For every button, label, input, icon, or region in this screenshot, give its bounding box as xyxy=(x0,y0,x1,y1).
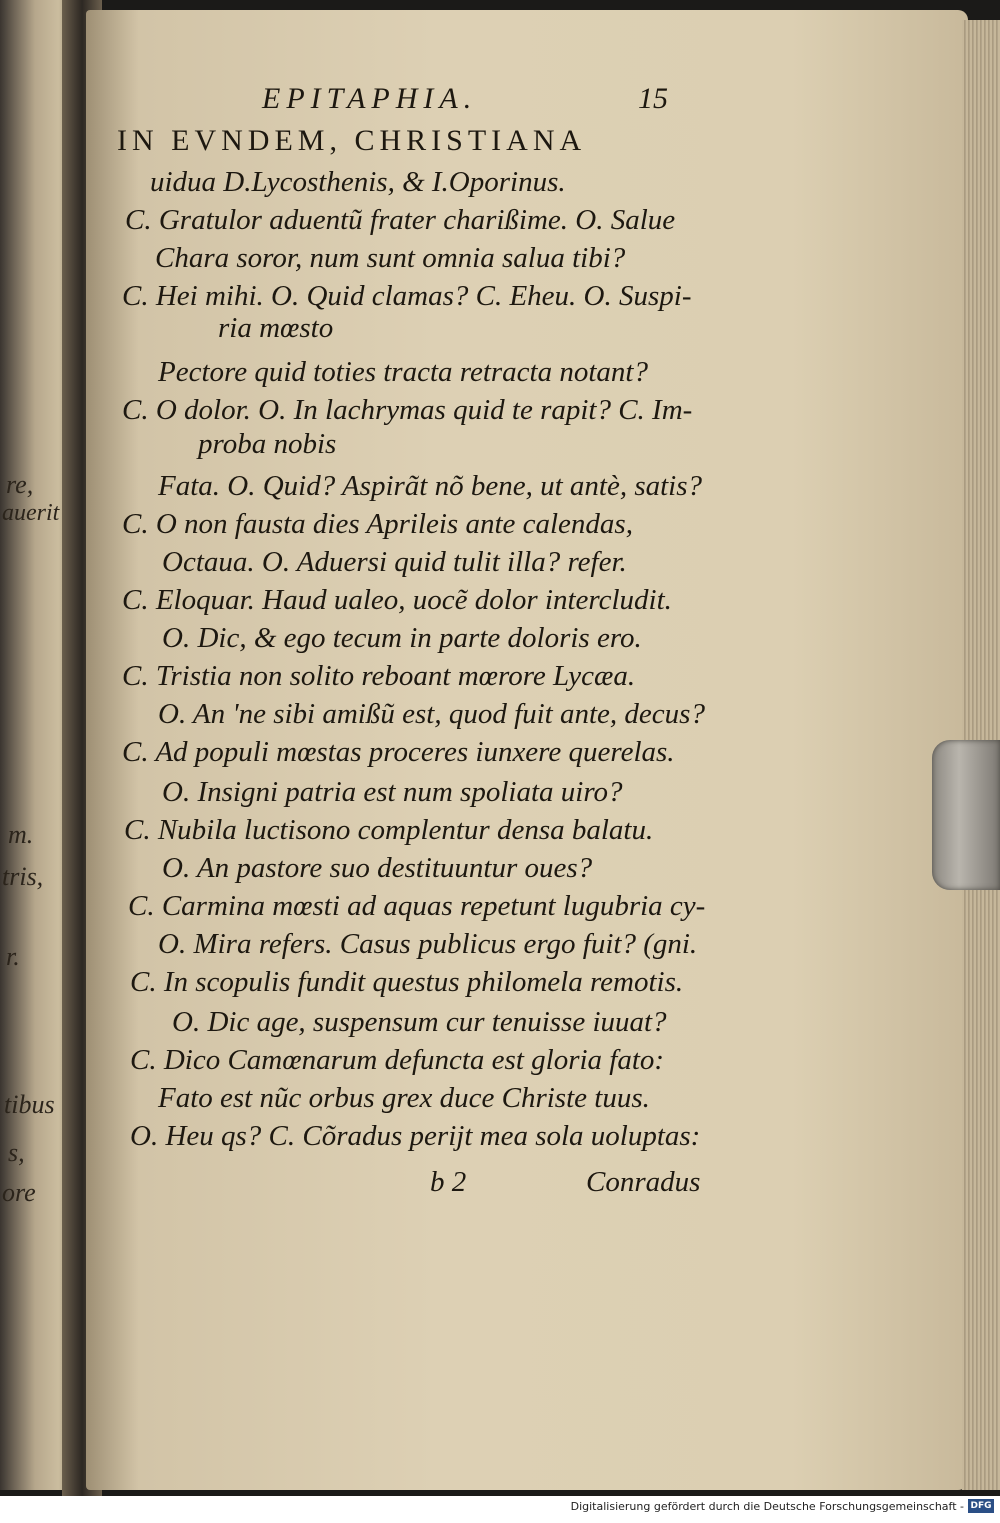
left-margin-fragment: ore xyxy=(2,1178,36,1207)
text-line: C. Eloquar. Haud ualeo, uocẽ dolor intercludit. xyxy=(122,584,672,616)
text-line: Octaua. O. Aduersi quid tulit illa? refer. xyxy=(162,546,627,578)
text-line: C. In scopulis fundit questus philomela remotis. xyxy=(130,966,684,998)
text-line: Fata. O. Quid? Aspirãt nõ bene, ut antè, satis? xyxy=(158,470,703,502)
text-line: C. O dolor. O. In lachrymas quid te rapit? C. Im- xyxy=(122,394,693,426)
funding-credit: Digitalisierung gefördert durch die Deutsche Forschungsgemeinschaft - xyxy=(570,1500,964,1513)
text-line: C. Dico Camœnarum defuncta est gloria fato: xyxy=(130,1044,665,1076)
text-line: O. Dic age, suspensum cur tenuisse iuuat? xyxy=(172,1006,667,1038)
left-margin-fragment: tibus xyxy=(4,1090,55,1119)
text-line: C. Ad populi mœstas proceres iunxere querelas. xyxy=(122,736,675,768)
text-line: C. Hei mihi. O. Quid clamas? C. Eheu. O. Suspi- xyxy=(122,280,692,312)
text-line: O. Heu qs? C. Cõradus perijt mea sola uoluptas: xyxy=(130,1120,701,1152)
text-line: O. Dic, & ego tecum in parte doloris ero. xyxy=(162,622,642,654)
text-line: ria mœsto xyxy=(218,312,334,344)
text-line: C. Gratulor aduentũ frater charißime. O. Salue xyxy=(125,204,676,236)
text-line: Pectore quid toties tracta retracta notant? xyxy=(158,356,648,388)
text-line: Chara soror, num sunt omnia salua tibi? xyxy=(155,242,626,274)
text-line: uidua D.Lycosthenis, & I.Oporinus. xyxy=(150,166,566,198)
left-margin-fragment: auerit xyxy=(2,500,60,526)
left-margin-fragment: m. xyxy=(8,820,34,849)
text-line: O. Insigni patria est num spoliata uiro? xyxy=(162,776,623,808)
left-margin-fragment: r. xyxy=(6,942,20,971)
page-number: 15 xyxy=(638,82,668,115)
running-header: EPITAPHIA. xyxy=(262,82,478,115)
text-line: C. Tristia non solito reboant mœrore Lycæa. xyxy=(122,660,636,692)
poem-title: IN EVNDEM, CHRISTIANA xyxy=(117,124,587,157)
dfg-logo: DFG xyxy=(968,1499,994,1513)
text-line: O. Mira refers. Casus publicus ergo fuit? (gni. xyxy=(158,928,698,960)
text-line: Fato est nũc orbus grex duce Christe tuus. xyxy=(158,1082,650,1114)
left-margin-fragment: s, xyxy=(8,1138,25,1167)
text-line: C. Carmina mœsti ad aquas repetunt lugubria cy- xyxy=(128,890,706,922)
text-line: C. Nubila luctisono complentur densa balatu. xyxy=(124,814,654,846)
text-line: proba nobis xyxy=(198,428,337,460)
catchword: Conradus xyxy=(586,1166,701,1198)
text-line: O. An pastore suo destituuntur oues? xyxy=(162,852,593,884)
text-line: O. An 'ne sibi amißũ est, quod fuit ante, decus? xyxy=(158,698,705,730)
left-margin-fragment: tris, xyxy=(2,862,44,891)
left-margin-fragment: re, xyxy=(6,470,34,499)
text-line: C. O non fausta dies Aprileis ante calendas, xyxy=(122,508,633,540)
signature-mark: b 2 xyxy=(430,1166,467,1198)
